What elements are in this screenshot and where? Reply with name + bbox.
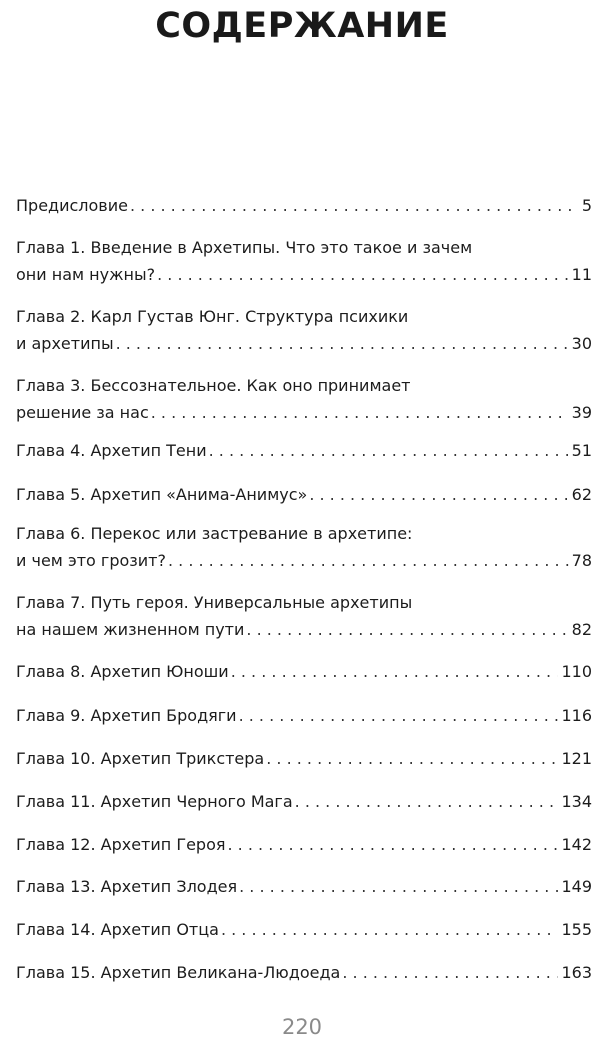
toc-entry-last-line — [16, 959, 592, 986]
toc-entry-last-line — [16, 261, 592, 288]
toc-entry-page-number: 39 — [571, 403, 592, 422]
toc-dot-leader — [157, 261, 569, 288]
toc-entry-page-number: 78 — [571, 551, 592, 570]
toc-entry[interactable] — [16, 658, 592, 685]
toc-entry-title-line: Глава 8. Архетип Юноши — [16, 662, 229, 681]
toc-entry-page-number: 155 — [561, 920, 592, 939]
toc-entry-title-line: Глава 5. Архетип «Анима-Анимус» — [16, 485, 308, 504]
toc-entry-last-line — [16, 399, 592, 426]
toc-dot-leader — [209, 437, 569, 464]
toc-entry-page-number: 5 — [581, 196, 592, 215]
toc-entry[interactable] — [16, 372, 592, 426]
toc-dot-leader — [309, 481, 568, 508]
toc-dot-leader — [228, 831, 559, 858]
toc-entry-title-line: Глава 13. Архетип Злодея — [16, 877, 238, 896]
toc-entry-title-line: Глава 3. Бессознательное. Как оно принимает — [16, 376, 411, 395]
toc-entry[interactable] — [16, 303, 592, 357]
toc-entry[interactable] — [16, 873, 592, 900]
toc-entry[interactable] — [16, 702, 592, 729]
toc-entry-page-number: 121 — [561, 749, 592, 768]
toc-dot-leader — [151, 399, 569, 426]
toc-entry-title-line: Глава 11. Архетип Черного Мага — [16, 792, 293, 811]
toc-entry[interactable] — [16, 234, 592, 288]
toc-entry-last-line — [16, 437, 592, 464]
toc-entry[interactable] — [16, 481, 592, 508]
toc-entry-last-line — [16, 192, 592, 219]
toc-dot-leader — [295, 788, 559, 815]
toc-entry-page-number: 149 — [561, 877, 592, 896]
toc-entry[interactable] — [16, 916, 592, 943]
toc-entry-last-line — [16, 916, 592, 943]
toc-dot-leader — [246, 616, 568, 643]
toc-entry-title-line: Глава 9. Архетип Бродяги — [16, 706, 237, 725]
toc-entry[interactable] — [16, 520, 592, 574]
toc-entry-page-number: 11 — [571, 265, 592, 284]
toc-entry-last-line — [16, 831, 592, 858]
toc-entry[interactable] — [16, 959, 592, 986]
toc-entry-page-number: 110 — [561, 662, 592, 681]
toc-entry-page-number: 30 — [571, 334, 592, 353]
toc-dot-leader — [239, 873, 558, 900]
toc-entry-title-line: решение за нас — [16, 403, 149, 422]
toc-entry-last-line — [16, 873, 592, 900]
toc-entry-page-number: 82 — [571, 620, 592, 639]
toc-entry-title-line: Глава 12. Архетип Героя — [16, 835, 226, 854]
toc-dot-leader — [239, 702, 559, 729]
toc-dot-leader — [130, 192, 579, 219]
toc-entry-last-line — [16, 481, 592, 508]
toc-entry[interactable] — [16, 437, 592, 464]
toc-entry-title-line: Глава 7. Путь героя. Универсальные архетипы — [16, 593, 413, 612]
toc-entry-page-number: 62 — [571, 485, 592, 504]
toc-entry-page-number: 163 — [561, 963, 592, 982]
toc-entry-title-line: и архетипы — [16, 334, 114, 353]
toc-entry[interactable] — [16, 589, 592, 643]
toc-entry-last-line — [16, 547, 592, 574]
toc-entry-page-number: 51 — [571, 441, 592, 460]
toc-entry[interactable] — [16, 831, 592, 858]
toc-dot-leader — [116, 330, 569, 357]
toc-entry-title-line: на нашем жизненном пути — [16, 620, 245, 639]
toc-entry-title-line: Глава 15. Архетип Великана-Людоеда — [16, 963, 341, 982]
toc-entry-title-line: Глава 10. Архетип Трикстера — [16, 749, 265, 768]
toc-entry-title-line: Глава 14. Архетип Отца — [16, 920, 219, 939]
page-number: 220 — [281, 1015, 323, 1039]
toc-entry-title-line: Глава 1. Введение в Архетипы. Что это такое и зачем — [16, 238, 473, 257]
toc-entry-page-number: 134 — [561, 792, 592, 811]
toc-entry-page-number: 142 — [561, 835, 592, 854]
toc-entry-last-line — [16, 616, 592, 643]
toc-entry-last-line — [16, 330, 592, 357]
toc-dot-leader — [266, 745, 558, 772]
toc-entry-title-line: Глава 4. Архетип Тени — [16, 441, 207, 460]
toc-entry-page-number: 116 — [561, 706, 592, 725]
toc-entry-title-line: Глава 6. Перекос или застревание в архетипе: — [16, 524, 413, 543]
toc-dot-leader — [342, 959, 558, 986]
toc-entry-title-line: Предисловие — [16, 196, 128, 215]
toc-dot-leader — [221, 916, 559, 943]
toc-entry-title-line: Глава 2. Карл Густав Юнг. Структура психики — [16, 307, 409, 326]
toc-entry-last-line — [16, 658, 592, 685]
toc-entry-last-line — [16, 702, 592, 729]
toc-entry[interactable] — [16, 745, 592, 772]
toc-dot-leader — [168, 547, 569, 574]
toc-entry-last-line — [16, 788, 592, 815]
toc-entry-title-line: они нам нужны? — [16, 265, 156, 284]
toc-dot-leader — [231, 658, 559, 685]
toc-entry-last-line — [16, 745, 592, 772]
page-title: СОДЕРЖАНИЕ — [155, 6, 449, 46]
toc-entry-title-line: и чем это грозит? — [16, 551, 166, 570]
toc-entry[interactable] — [16, 788, 592, 815]
toc-entry[interactable] — [16, 192, 592, 219]
